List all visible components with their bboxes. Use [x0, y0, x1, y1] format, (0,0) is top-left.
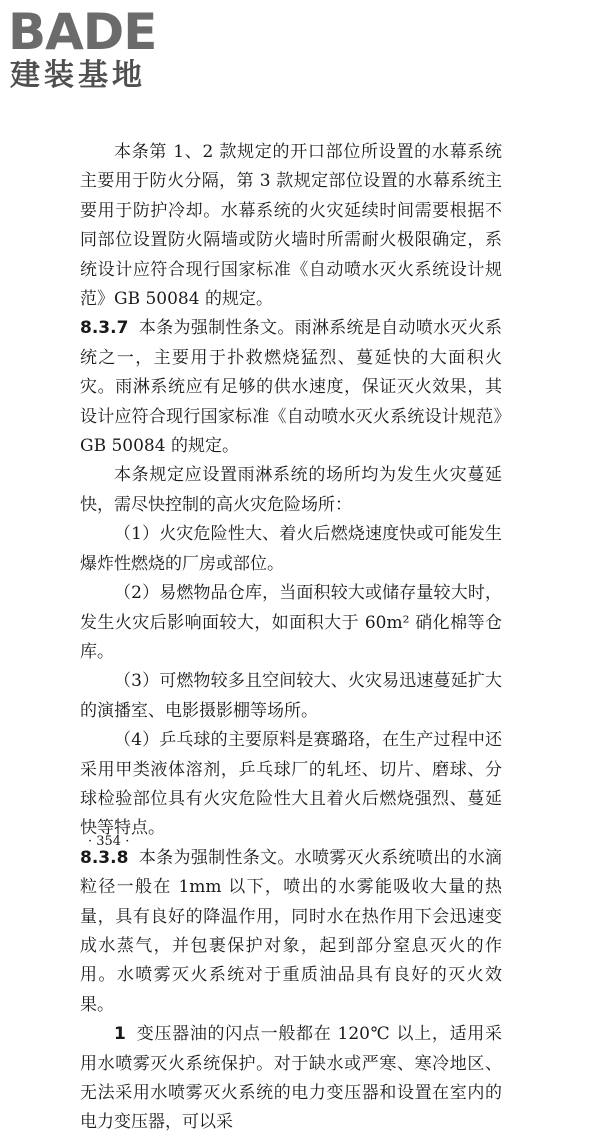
paragraph-text: 本条规定应设置雨淋系统的场所均为发生火灾蔓延快，需尽快控制的高火灾危险场所：	[80, 465, 502, 515]
clause-8-3-8	[80, 844, 502, 1020]
document-body	[80, 138, 502, 1138]
list-item-2	[80, 579, 502, 667]
brand-logo	[8, 4, 178, 92]
clause-number: 8.3.7	[80, 318, 129, 339]
paragraph-text: （2）易燃物品仓库，当面积较大或储存量较大时，发生火灾后影响面较大，如面积大于 60m² 硝化棉等仓库。	[80, 583, 502, 662]
paragraph-text: 变压器油的闪点一般都在 120℃ 以上，适用采用水喷雾灭火系统保护。对于缺水或严寒、寒冷地区、无法采用水喷雾灭火系统的电力变压器和设置在室内的电力变压器，可以采	[80, 1024, 502, 1133]
paragraph-text: （1）火灾危险性大、着火后燃烧速度快或可能发生爆炸性燃烧的厂房或部位。	[80, 524, 502, 574]
page-number: · 354 ·	[88, 834, 130, 849]
paragraph-text: 本条第 1、2 款规定的开口部位所设置的水幕系统主要用于防火分隔，第 3 款规定部位设置的水幕系统主要用于防护冷却。水幕系统的火灾延续时间需要根据不同部位设置防火隔墙或防火墙时所需耐火极限确定，系统设计应符合现行国家标准《自动喷水灭火系统设计规范》GB 50084 的规定。	[80, 142, 502, 310]
list-item-1	[80, 520, 502, 579]
paragraph-text: （3）可燃物较多且空间较大、火灾易迅速蔓延扩大的演播室、电影摄影棚等场所。	[80, 671, 502, 721]
paragraph-text: 本条为强制性条文。水喷雾灭火系统喷出的水滴粒径一般在 1mm 以下，喷出的水雾能吸收大量的热量，具有良好的降温作用，同时水在热作用下会迅速变成水蒸气，并包裹保护对象，起到部分窒息灭火的作用。水喷雾灭火系统对于重质油品具有良好的灭火效果。	[80, 847, 502, 1015]
subclause-1	[80, 1020, 502, 1138]
paragraph-places	[80, 461, 502, 520]
list-item-3	[80, 667, 502, 726]
list-item-4	[80, 726, 502, 844]
clause-number: 8.3.8	[80, 847, 129, 868]
paragraph-text: （4）乒乓球的主要原料是赛璐珞，在生产过程中还采用甲类液体溶剂，乒乓球厂的轧坯、切片、磨球、分球检验部位具有火灾危险性大且着火后燃烧强烈、蔓延快等特点。	[80, 730, 502, 839]
logo-subtitle: 建装基地	[10, 58, 146, 93]
paragraph-text: 本条为强制性条文。雨淋系统是自动喷水灭火系统之一，主要用于扑救燃烧猛烈、蔓延快的大面积火灾。雨淋系统应有足够的供水速度，保证灭火效果，其设计应符合现行国家标准《自动喷水灭火系统设计规范》GB 50084 的规定。	[80, 318, 502, 457]
logo-wordmark: BADE	[8, 3, 157, 61]
paragraph-intro	[80, 138, 502, 314]
clause-8-3-7	[80, 314, 502, 461]
subclause-number: 1	[114, 1024, 126, 1045]
